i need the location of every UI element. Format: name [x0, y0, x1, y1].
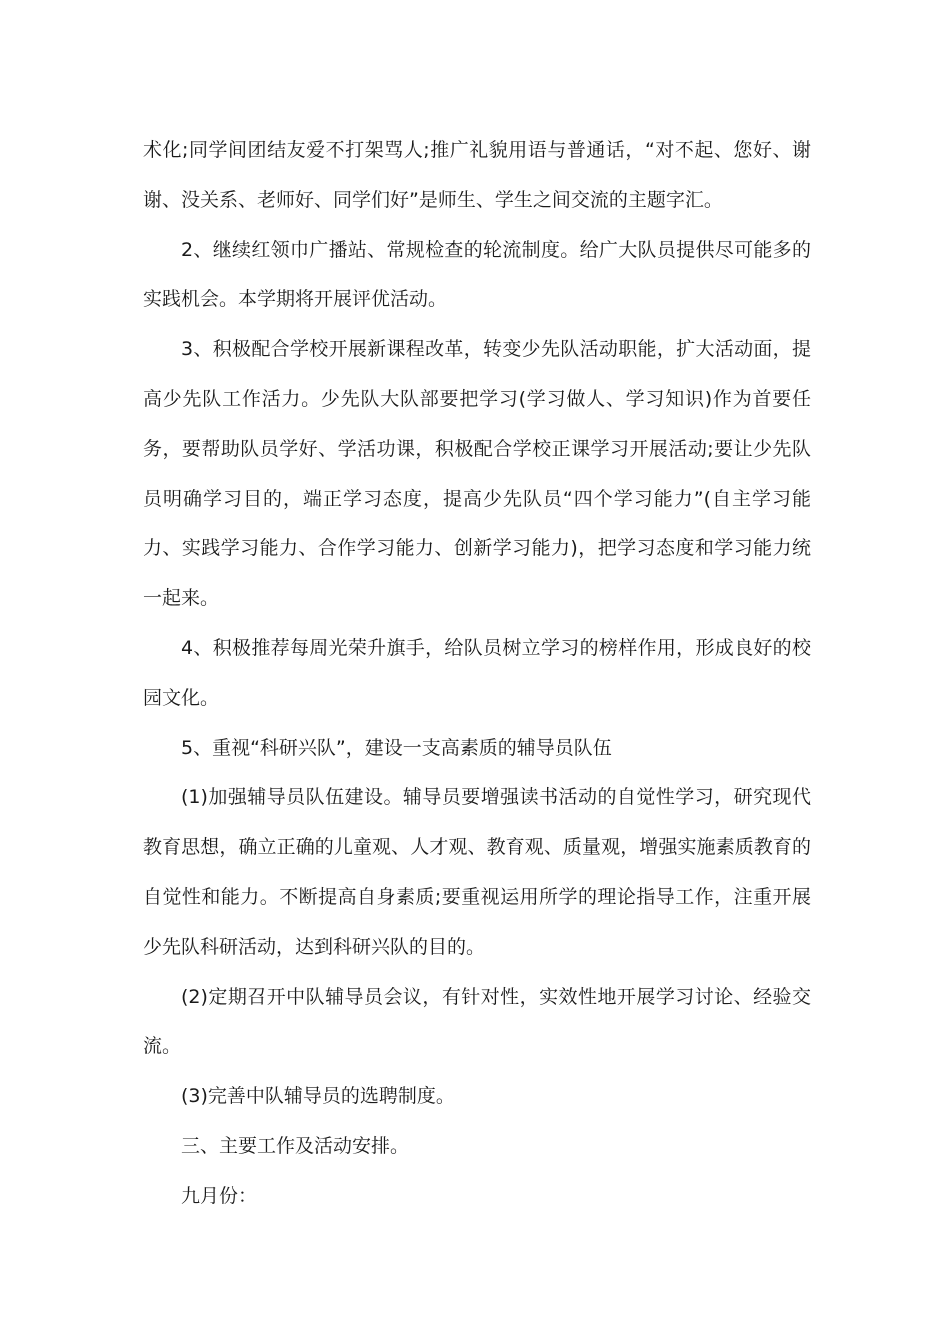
paragraph-item-4: 4、积极推荐每周光荣升旗手，给队员树立学习的榜样作用，形成良好的校园文化。	[143, 636, 811, 709]
paragraph-item-2: 2、继续红领巾广播站、常规检查的轮流制度。给广大队员提供尽可能多的实践机会。本学期将开展评优活动。	[143, 238, 811, 311]
paragraph-subitem-1: (1)加强辅导员队伍建设。辅导员要增强读书活动的自觉性学习，研究现代教育思想，确立正确的儿童观、人才观、教育观、质量观，增强实施素质教育的自觉性和能力。不断提高自身素质;要重视运用所学的理论指导工作，注重开展少先队科研活动，达到科研兴队的目的。	[143, 786, 811, 958]
paragraph-continuation: 术化;同学间团结友爱不打架骂人;推广礼貌用语与普通话，“对不起、您好、谢谢、没关系、老师好、同学们好”是师生、学生之间交流的主题字汇。	[143, 139, 811, 211]
month-heading: 九月份：	[181, 1184, 258, 1207]
paragraph-item-3: 3、积极配合学校开展新课程改革，转变少先队活动职能，扩大活动面，提高少先队工作活力。少先队大队部要把学习(学习做人、学习知识)作为首要任务，要帮助队员学好、学活功课，积极配合学校正课学习开展活动;要让少先队员明确学习目的，端正学习态度，提高少先队员“四个学习能力”(自主学习能力、实践学习能力、合作学习能力、创新学习能力)，把学习态度和学习能力统一起来。	[143, 338, 811, 610]
section-heading: 三、主要工作及活动安排。	[181, 1134, 410, 1157]
paragraph-subitem-3: (3)完善中队辅导员的选聘制度。	[181, 1085, 455, 1108]
paragraph-subitem-2: (2)定期召开中队辅导员会议，有针对性，实效性地开展学习讨论、经验交流。	[143, 985, 811, 1058]
document-body	[143, 126, 811, 1222]
paragraph-item-5: 5、重视“科研兴队”，建设一支高素质的辅导员队伍	[181, 736, 612, 759]
